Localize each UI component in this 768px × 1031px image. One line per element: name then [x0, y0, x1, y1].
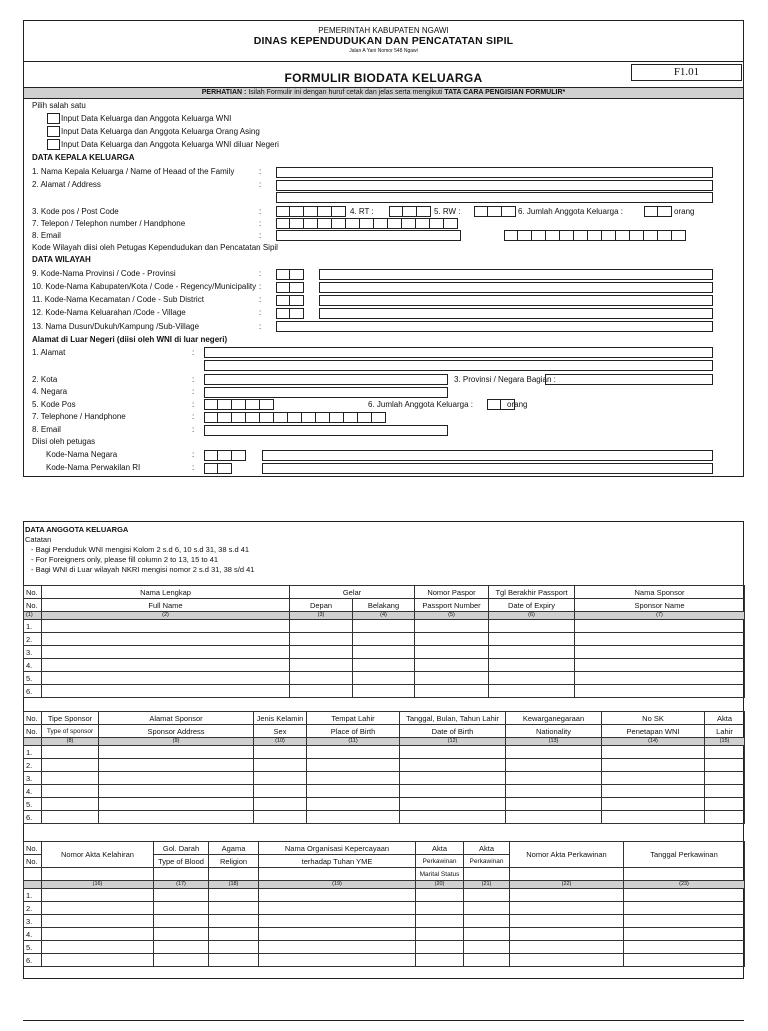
notes-heading: Catatan	[25, 535, 52, 544]
row-number: 3.	[24, 772, 42, 785]
city-field[interactable]	[204, 374, 448, 385]
table-row[interactable]	[24, 928, 745, 941]
divider	[24, 61, 743, 62]
colon: :	[192, 400, 195, 409]
row-number: 1.	[24, 889, 42, 902]
form-title: FORMULIR BIODATA KELUARGA	[284, 71, 483, 85]
note-line: - Bagi WNI di Luar wilayah NKRI mengisi nomor 2 s.d 31, 38 s/d 41	[31, 565, 255, 574]
column-number: (16)	[42, 881, 154, 889]
column-number-row	[24, 881, 745, 889]
header-cell: Tgl Berakhir Passport	[489, 586, 575, 599]
header-cell: Type of sponsor	[42, 725, 99, 738]
abroad-address-field-2[interactable]	[204, 360, 713, 371]
section-kepala-keluarga: DATA KEPALA KELUARGA	[32, 153, 135, 162]
header-cell: Passport Number	[415, 599, 489, 612]
city-label: 2. Kota	[32, 375, 58, 384]
option-abroad-label: Input Data Keluarga dan Anggota Keluarga WNI diluar Negeri	[61, 140, 279, 149]
member-count-cells[interactable]	[644, 206, 672, 217]
region-note: Kode Wilayah diisi oleh Petugas Kependudukan dan Pencatatan Sipil	[32, 243, 278, 252]
column-number: (5)	[415, 612, 489, 620]
header-cell: Nama Sponsor	[575, 586, 745, 599]
note-line: - Bagi Penduduk WNI mengisi Kolom 2 s.d 6, 10 s.d 31, 38 s.d 41	[31, 545, 250, 554]
table-row[interactable]	[24, 798, 745, 811]
header-cell: No.	[24, 586, 42, 599]
option-foreign-label: Input Data Keluarga dan Anggota Keluarga Orang Asing	[61, 127, 260, 136]
column-number: (11)	[307, 738, 400, 746]
abroad-orang-label: orang	[507, 400, 528, 409]
column-number: (15)	[705, 738, 745, 746]
table-header-row	[24, 725, 745, 738]
column-number-empty	[24, 738, 42, 746]
header-cell: Sponsor Address	[99, 725, 254, 738]
column-number: (23)	[624, 881, 745, 889]
column-number: (19)	[259, 881, 416, 889]
subvillage-field[interactable]	[276, 321, 713, 332]
header-cell: No.	[24, 855, 42, 868]
column-number-row	[24, 612, 745, 620]
notice-bar	[24, 88, 743, 99]
table-row[interactable]	[24, 659, 745, 672]
option-wni-checkbox[interactable]	[47, 113, 60, 124]
section-anggota-title: DATA ANGGOTA KELUARGA	[25, 525, 129, 534]
address-field-2[interactable]	[276, 192, 713, 203]
table-row[interactable]	[24, 746, 745, 759]
header-cell: Nomor Akta Perkawinan	[510, 842, 624, 868]
note-line: - For Foreigners only, please fill column 2 to 13, 15 to 41	[31, 555, 219, 564]
column-number: (9)	[99, 738, 254, 746]
form-code: F1.01	[631, 64, 742, 81]
abroad-phone-cells[interactable]	[204, 412, 386, 423]
header-cell: Date of Expiry	[489, 599, 575, 612]
regency-label: 10. Kode-Nama Kabupaten/Kota / Code - Regency/Municipality	[32, 282, 257, 291]
table-row[interactable]	[24, 646, 745, 659]
row-number: 3.	[24, 915, 42, 928]
header-cell: terhadap Tuhan YME	[259, 855, 416, 868]
members-table-2	[23, 711, 745, 824]
next-page-edge	[23, 1020, 744, 1031]
abroad-email-field[interactable]	[204, 425, 448, 436]
option-foreign-checkbox[interactable]	[47, 126, 60, 137]
abroad-phone-label: 7. Telephone / Handphone	[32, 412, 126, 421]
notice-label: PERHATIAN :	[201, 89, 247, 96]
biodata-form-header-section	[23, 20, 744, 477]
row-number: 4.	[24, 785, 42, 798]
colon: :	[259, 167, 262, 176]
table-row[interactable]	[24, 902, 745, 915]
header-cell: Agama	[209, 842, 259, 855]
column-number: (8)	[42, 738, 99, 746]
country-field[interactable]	[204, 387, 448, 398]
abroad-email-label: 8. Email	[32, 425, 61, 434]
column-number: (7)	[575, 612, 745, 620]
header-cell: Nama Lengkap	[42, 586, 290, 599]
column-number: (3)	[290, 612, 353, 620]
row-number: 4.	[24, 659, 42, 672]
row-number: 3.	[24, 646, 42, 659]
rt-cells[interactable]	[389, 206, 431, 217]
column-number: (2)	[42, 612, 290, 620]
district-label: 11. Kode-Nama Kecamatan / Code - Sub District	[32, 295, 204, 304]
colon: :	[259, 180, 262, 189]
table-row[interactable]	[24, 954, 745, 967]
email-field[interactable]	[276, 230, 461, 241]
colon: :	[259, 269, 262, 278]
colon: :	[192, 375, 195, 384]
representative-code-label: Kode-Nama Perwakilan RI	[46, 463, 141, 472]
colon: :	[259, 322, 262, 331]
table-header-row	[24, 712, 745, 725]
header-cell: Alamat Sponsor	[99, 712, 254, 725]
header-cell: Depan	[290, 599, 353, 612]
table-row[interactable]	[24, 685, 745, 698]
members-table-1	[23, 585, 745, 698]
column-number: (13)	[506, 738, 602, 746]
table-row[interactable]	[24, 811, 745, 824]
row-number: 5.	[24, 941, 42, 954]
column-number-empty	[24, 881, 42, 889]
table-row[interactable]	[24, 889, 745, 902]
header-cell: No SK	[602, 712, 705, 725]
agency-name: DINAS KEPENDUDUKAN DAN PENCATATAN SIPIL	[253, 35, 514, 47]
header-cell: Nomor Akta Kelahiran	[42, 842, 154, 868]
header-cell: Belakang	[353, 599, 415, 612]
row-number: 2.	[24, 759, 42, 772]
district-name-field[interactable]	[319, 295, 713, 306]
row-number: 5.	[24, 798, 42, 811]
rw-cells[interactable]	[474, 206, 516, 217]
table-row[interactable]	[24, 785, 745, 798]
table-row[interactable]	[24, 620, 745, 633]
header-cell: No.	[24, 842, 42, 855]
header-cell: Nama Organisasi Kepercayaan	[259, 842, 416, 855]
header-cell: Marital Status	[416, 868, 464, 881]
notice-guide: TATA CARA PENGISIAN FORMULIR*	[444, 89, 566, 96]
header-cell: Religion	[209, 855, 259, 868]
colon: :	[259, 295, 262, 304]
table-header-row	[24, 868, 745, 881]
colon: :	[259, 308, 262, 317]
header-cell: Sponsor Name	[575, 599, 745, 612]
province-code-cells[interactable]	[276, 269, 304, 280]
country-label: 4. Negara	[32, 387, 68, 396]
header-cell: Tanggal, Bulan, Tahun Lahir	[400, 712, 506, 725]
header-cell: Nomor Paspor	[415, 586, 489, 599]
colon: :	[192, 348, 195, 357]
abroad-postcode-label: 5. Kode Pos	[32, 400, 76, 409]
header-cell: Tanggal Perkawinan	[624, 842, 745, 868]
row-number: 6.	[24, 811, 42, 824]
country-name-field[interactable]	[262, 450, 713, 461]
abroad-postcode-cells[interactable]	[204, 399, 274, 410]
column-number-row	[24, 738, 745, 746]
header-cell: Type of Blood	[154, 855, 209, 868]
header-cell: Place of Birth	[307, 725, 400, 738]
table-header-row	[24, 586, 745, 599]
email-label: 8. Email	[32, 231, 61, 240]
row-number: 4.	[24, 928, 42, 941]
notice-text: Isilah Formulir ini dengan huruf cetak dan jelas serta mengikuti	[248, 89, 443, 96]
notes-block	[25, 525, 254, 575]
colon: :	[192, 450, 195, 459]
column-number: (18)	[209, 881, 259, 889]
column-number: (6)	[489, 612, 575, 620]
column-number: (10)	[254, 738, 307, 746]
village-code-cells[interactable]	[276, 308, 304, 319]
head-name-field[interactable]	[276, 167, 713, 178]
address-label: 2. Alamat / Address	[32, 180, 101, 189]
header-cell: Akta	[416, 842, 464, 855]
row-number: 2.	[24, 902, 42, 915]
colon: :	[259, 207, 262, 216]
member-count-label: 6. Jumlah Anggota Keluarga :	[518, 207, 623, 216]
header-cell: Perkawinan	[416, 855, 464, 868]
column-number: (22)	[510, 881, 624, 889]
phone-cells[interactable]	[276, 218, 458, 229]
country-code-cells[interactable]	[204, 450, 246, 461]
members-table-3	[23, 841, 745, 967]
table-row[interactable]	[24, 633, 745, 646]
column-number: (20)	[416, 881, 464, 889]
anggota-keluarga-section	[23, 521, 744, 978]
rw-label: 5. RW :	[434, 207, 461, 216]
phone-extra-cells[interactable]	[504, 230, 686, 241]
table-row[interactable]	[24, 915, 745, 928]
header-cell: Sex	[254, 725, 307, 738]
header-cell: No.	[24, 599, 42, 612]
table-header-row	[24, 599, 745, 612]
colon: :	[192, 387, 195, 396]
phone-label: 7. Telepon / Telephon number / Handphone	[32, 219, 186, 228]
row-number: 1.	[24, 746, 42, 759]
column-number: (17)	[154, 881, 209, 889]
colon: :	[192, 463, 195, 472]
colon: :	[259, 219, 262, 228]
column-number: (21)	[464, 881, 510, 889]
postcode-label: 3. Kode pos / Post Code	[32, 207, 119, 216]
row-number: 2.	[24, 633, 42, 646]
header-cell: Nationality	[506, 725, 602, 738]
colon: :	[192, 425, 195, 434]
column-number: (12)	[400, 738, 506, 746]
colon: :	[192, 412, 195, 421]
address-field-1[interactable]	[276, 180, 713, 191]
row-number: 6.	[24, 685, 42, 698]
row-number: 6.	[24, 954, 42, 967]
header-cell: Akta	[705, 712, 745, 725]
agency-address: Jalan A Yani Nomor 548 Ngawi	[349, 48, 418, 54]
rt-label: 4. RT :	[350, 207, 374, 216]
abroad-member-count-label: 6. Jumlah Anggota Keluarga :	[368, 400, 473, 409]
table-row[interactable]	[24, 672, 745, 685]
government-name: PEMERINTAH KABUPATEN NGAWI	[318, 26, 449, 35]
header-cell: Full Name	[42, 599, 290, 612]
header-cell: No.	[24, 725, 42, 738]
district-code-cells[interactable]	[276, 295, 304, 306]
header-cell: Tipe Sponsor	[42, 712, 99, 725]
header-cell: Akta	[464, 842, 510, 855]
officer-note: Diisi oleh petugas	[32, 437, 96, 446]
column-number: (14)	[602, 738, 705, 746]
state-field[interactable]	[545, 374, 713, 385]
option-wni-label: Input Data Keluarga dan Anggota Keluarga WNI	[61, 114, 232, 123]
section-abroad-address: Alamat di Luar Negeri (diisi oleh WNI di luar negeri)	[32, 335, 228, 344]
country-code-label: Kode-Nama Negara	[46, 450, 118, 459]
abroad-address-field-1[interactable]	[204, 347, 713, 358]
table-header-row	[24, 842, 745, 855]
table-row[interactable]	[24, 941, 745, 954]
subvillage-label: 13. Nama Dusun/Dukuh/Kampung /Sub-Village	[32, 322, 200, 331]
colon: :	[259, 282, 262, 291]
header-cell: Date of Birth	[400, 725, 506, 738]
header-cell: No.	[24, 712, 42, 725]
head-name-label: 1. Nama Kepala Keluarga / Name of Heaad of the Family	[32, 167, 235, 176]
village-name-field[interactable]	[319, 308, 713, 319]
state-label: 3. Provinsi / Negara Bagian :	[454, 375, 556, 384]
row-number: 1.	[24, 620, 42, 633]
representative-code-cells[interactable]	[204, 463, 232, 474]
table-row[interactable]	[24, 759, 745, 772]
choose-label: Pilih salah satu	[32, 101, 86, 110]
header-cell: Gelar	[290, 586, 415, 599]
postcode-cells[interactable]	[276, 206, 346, 217]
colon: :	[259, 231, 262, 240]
abroad-address-label: 1. Alamat	[32, 348, 66, 357]
column-number: (4)	[353, 612, 415, 620]
province-name-field[interactable]	[319, 269, 713, 280]
header-cell: Penetapan WNI	[602, 725, 705, 738]
header-cell: Gol. Darah	[154, 842, 209, 855]
header-cell: Lahir	[705, 725, 745, 738]
header-cell: Tempat Lahir	[307, 712, 400, 725]
column-number: (1)	[24, 612, 42, 620]
row-number: 5.	[24, 672, 42, 685]
regency-code-cells[interactable]	[276, 282, 304, 293]
regency-name-field[interactable]	[319, 282, 713, 293]
orang-label: orang	[674, 207, 695, 216]
option-abroad-checkbox[interactable]	[47, 139, 60, 150]
village-label: 12. Kode-Nama Keluarahan /Code - Village	[32, 308, 186, 317]
representative-name-field[interactable]	[262, 463, 713, 474]
province-label: 9. Kode-Nama Provinsi / Code - Provinsi	[32, 269, 176, 278]
section-wilayah: DATA WILAYAH	[32, 255, 91, 264]
header-cell: Jenis Kelamin	[254, 712, 307, 725]
header-cell: Kewarganegaraan	[506, 712, 602, 725]
table-row[interactable]	[24, 772, 745, 785]
header-cell: Perkawinan	[464, 855, 510, 868]
